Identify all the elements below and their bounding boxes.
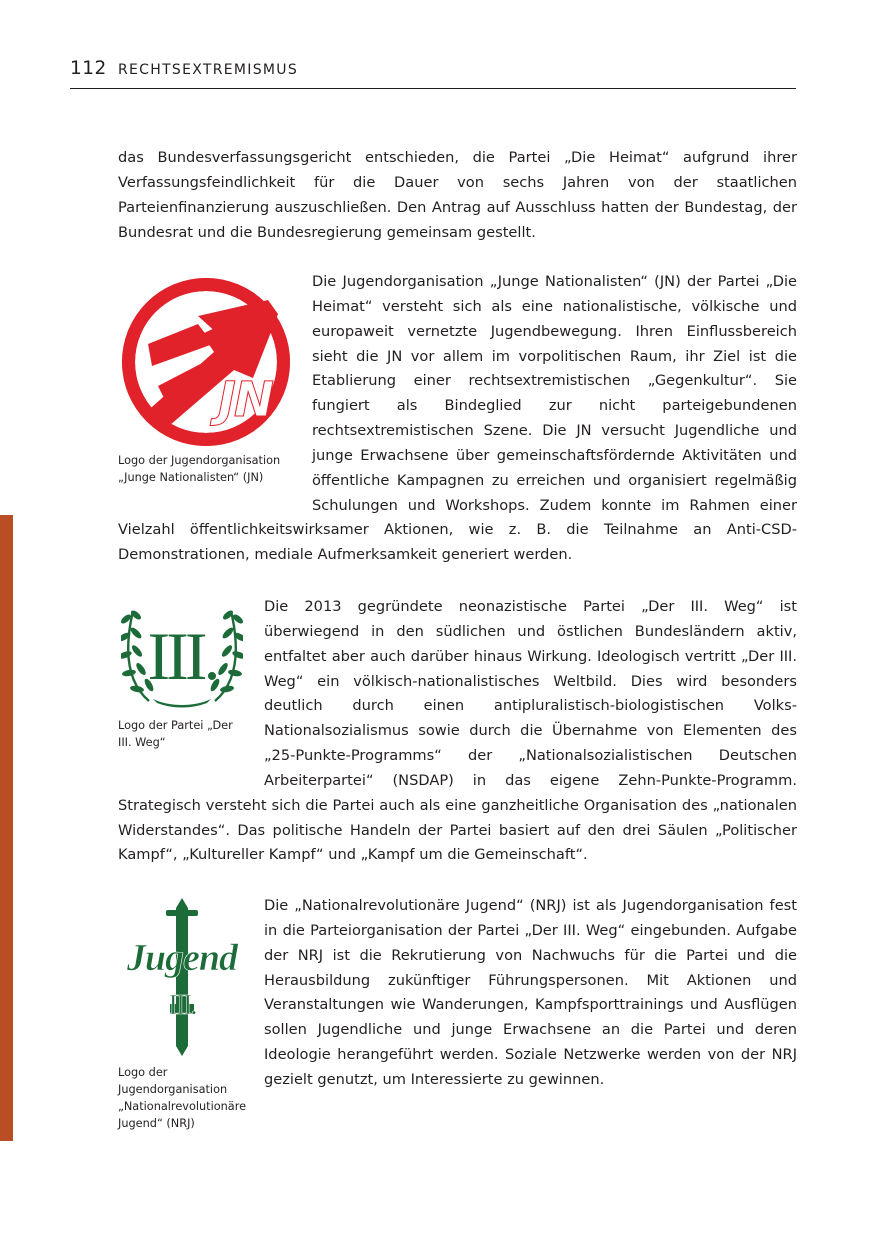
caption-iii-weg: Logo der Partei „Der III. Weg“ xyxy=(118,719,233,749)
caption-nrj: Logo der Jugendorganisation „Nationalrevolutionäre Jugend“ (NRJ) xyxy=(118,1066,247,1130)
nrj-logo-numeral: III. xyxy=(168,990,196,1021)
figure-jn xyxy=(118,270,312,515)
nrj-logo-text: Jugend xyxy=(126,937,238,979)
section-iii-weg xyxy=(118,595,797,868)
paragraph-iii-weg: Die 2013 gegründete neonazistische Partei „Der III. Weg“ ist überwiegend in den südlichen und östlichen Bundesländern aktiv, entfaltet aber auch darüber hinaus Wirkung. Ideologisch vertritt „Der III. Weg“ ein völkisch-nationalistisches Weltbild. Dies wird besonders deutlich durch einen antipluralistisch-biologistischen Volks-Nationalsozialismus sowie durch die Übernahme von Elementen des „25-Punkte-Programms“ der „Nationalsozialistischen Deutschen Arbeiterpartei“ (NSDAP) in das eigene Zehn-Punkte-Programm. Strategisch versteht sich die Partei auch als eine ganzheitliche Organisation des „nationalen Widerstandes“. Das politische Handeln der Partei basiert auf den drei Säulen „Politischer Kampf“, „Kultureller Kampf“ und „Kampf um die Gemeinschaft“. xyxy=(118,598,797,864)
jn-logo-text: JN xyxy=(218,372,273,428)
section-jn xyxy=(118,270,797,568)
iii-weg-logo-text: III. xyxy=(147,618,217,694)
caption-jn: Logo der Jugendorganisation „Junge Nationalisten“ (JN) xyxy=(118,454,281,484)
iii-weg-logo-image xyxy=(121,599,243,709)
page-number: 112 xyxy=(70,58,107,79)
chapter-color-bar xyxy=(0,515,13,1141)
paragraph-jn: Die Jugendorganisation „Junge Nationalisten“ (JN) der Partei „Die Heimat“ versteht sich als eine nationalistische, völkische und europaweit vernetzte Jugendbewegung. Ihren Einflussbereich sieht die JN vor allem im vorpolitischen Raum, ihr Ziel ist die Etablierung einer rechtsextremistischen „Gegenkultur“. Sie fungiert als Bindeglied zur nicht parteigebundenen rechtsextremistischen Szene. Die JN versucht Jugendliche und junge Erwachsene über gemeinschaftsfördernde Aktivitäten und öffentliche Kampagnen zu erreichen und organisiert regelmäßig Schulungen und Workshops. Zudem konnte im Rahmen einer Vielzahl öffentlichkeitswirksamer Aktionen, wie z. B. die Teilnahme an Anti-CSD-Demonstrationen, mediale Aufmerksamkeit generiert werden. xyxy=(118,273,797,564)
paragraph-nrj: Die „Nationalrevolutionäre Jugend“ (NRJ) ist als Jugendorganisation fest in die Parteiorganisation der Partei „Der III. Weg“ eingebunden. Aufgabe der NRJ ist die Rekrutierung von Nachwuchs für die Partei und die Herausbildung zukünftiger Führungspersonen. Mit Aktionen und Veranstaltungen wie Wanderungen, Kampfsporttrainings und Ausflügen sollen Jugendliche und junge Erwachsene an die Partei und deren Ideologie herangeführt werden. Soziale Netzwerke werden von der NRJ gezielt genutzt, um Interessierte zu gewinnen. xyxy=(264,897,797,1088)
section-nrj xyxy=(118,894,797,1134)
figure-iii-weg xyxy=(118,595,264,775)
running-title: RECHTSEXTREMISMUS xyxy=(118,62,299,78)
jn-logo-image xyxy=(118,274,294,450)
paragraph-intro: das Bundesverfassungsgericht entschieden, die Partei „Die Heimat“ aufgrund ihrer Verfassungsfeindlichkeit für die Dauer von sechs Jahren von der staatlichen Parteienfinanzierung auszuschließen. Den Antrag auf Ausschluss hatten der Bundestag, der Bundesrat und die Bundesregierung gemeinsam gestellt. xyxy=(118,149,797,241)
page-header xyxy=(70,58,796,89)
figure-nrj xyxy=(118,894,264,1134)
nrj-logo-image xyxy=(118,896,246,1058)
